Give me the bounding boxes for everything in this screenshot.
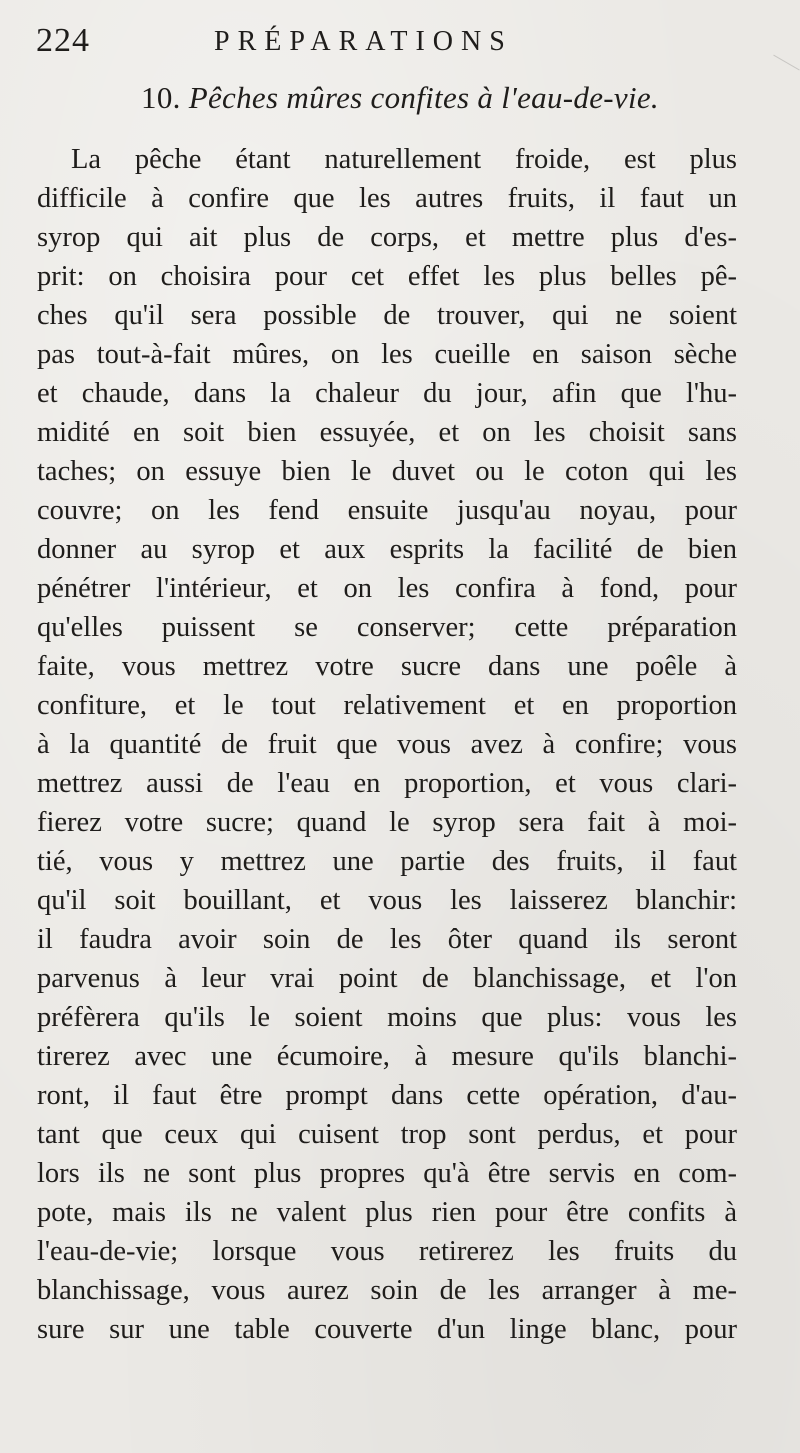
text-line: pas tout-à-fait mûres, on les cueille en saison sèche bbox=[37, 339, 737, 370]
text-line: couvre; on les fend ensuite jusqu'au noyau, pour bbox=[37, 495, 737, 526]
text-line: pote, mais ils ne valent plus rien pour être confits à bbox=[37, 1197, 737, 1228]
body-text bbox=[37, 140, 737, 1349]
text-line: midité en soit bien essuyée, et on les choisit sans bbox=[37, 417, 737, 448]
text-line: et chaude, dans la chaleur du jour, afin que l'hu- bbox=[37, 378, 737, 409]
text-line: ront, il faut être prompt dans cette opération, d'au- bbox=[37, 1080, 737, 1111]
text-line: préfèrera qu'ils le soient moins que plus: vous les bbox=[37, 1002, 737, 1033]
text-line: ches qu'il sera possible de trouver, qui ne soient bbox=[37, 300, 737, 331]
text-line: qu'elles puissent se conserver; cette préparation bbox=[37, 612, 737, 643]
text-line: mettrez aussi de l'eau en proportion, et vous clari- bbox=[37, 768, 737, 799]
section-title bbox=[0, 80, 800, 116]
page-header bbox=[36, 22, 596, 66]
page-number: 224 bbox=[36, 22, 90, 59]
text-line: sure sur une table couverte d'un linge blanc, pour bbox=[37, 1314, 737, 1345]
text-line: parvenus à leur vrai point de blanchissage, et l'on bbox=[37, 963, 737, 994]
text-line: taches; on essuye bien le duvet ou le coton qui les bbox=[37, 456, 737, 487]
section-number: 10. bbox=[141, 80, 181, 115]
text-line: à la quantité de fruit que vous avez à confire; vous bbox=[37, 729, 737, 760]
text-line: donner au syrop et aux esprits la facilité de bien bbox=[37, 534, 737, 565]
text-line: confiture, et le tout relativement et en proportion bbox=[37, 690, 737, 721]
text-line: il faudra avoir soin de les ôter quand ils seront bbox=[37, 924, 737, 955]
text-line: blanchissage, vous aurez soin de les arranger à me- bbox=[37, 1275, 737, 1306]
text-line: lors ils ne sont plus propres qu'à être servis en com- bbox=[37, 1158, 737, 1189]
text-line: La pêche étant naturellement froide, est plus bbox=[71, 144, 737, 175]
text-line: faite, vous mettrez votre sucre dans une poêle à bbox=[37, 651, 737, 682]
text-line: pénétrer l'intérieur, et on les confira à fond, pour bbox=[37, 573, 737, 604]
text-line: prit: on choisira pour cet effet les plus belles pê- bbox=[37, 261, 737, 292]
section-title-text: Pêches mûres confites à l'eau-de-vie. bbox=[188, 80, 659, 115]
text-line: tirerez avec une écumoire, à mesure qu'ils blanchi- bbox=[37, 1041, 737, 1072]
running-head: PRÉPARATIONS bbox=[214, 26, 513, 57]
text-line: tié, vous y mettrez une partie des fruits, il faut bbox=[37, 846, 737, 877]
text-line: fierez votre sucre; quand le syrop sera fait à moi- bbox=[37, 807, 737, 838]
text-line: qu'il soit bouillant, et vous les laisserez blanchir: bbox=[37, 885, 737, 916]
text-line: difficile à confire que les autres fruits, il faut un bbox=[37, 183, 737, 214]
text-line: l'eau-de-vie; lorsque vous retirerez les fruits du bbox=[37, 1236, 737, 1267]
text-line: syrop qui ait plus de corps, et mettre plus d'es- bbox=[37, 222, 737, 253]
text-line: tant que ceux qui cuisent trop sont perdus, et pour bbox=[37, 1119, 737, 1150]
